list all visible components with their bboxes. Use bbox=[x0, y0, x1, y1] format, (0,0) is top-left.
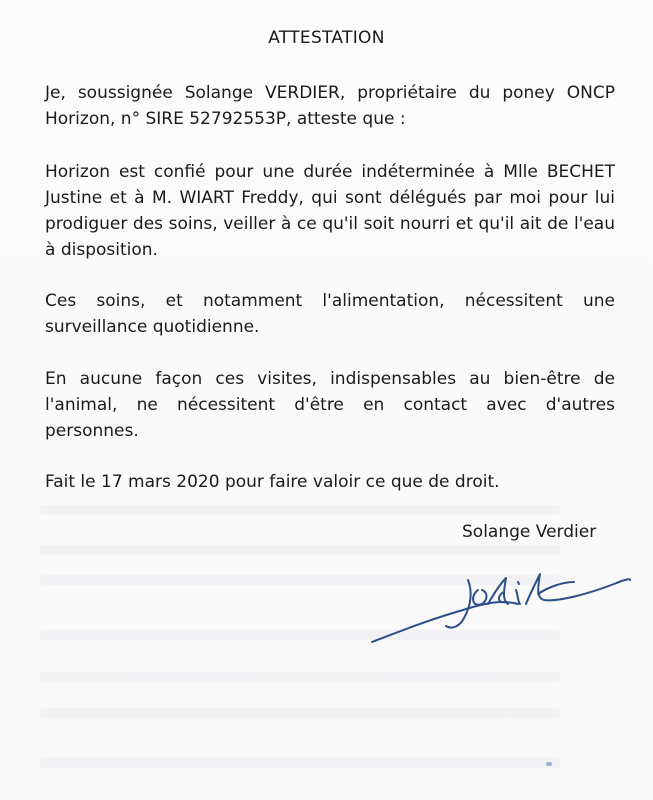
closing-paragraph: Fait le 17 mars 2020 pour faire valoir ce que de droit. bbox=[45, 472, 500, 492]
show-through-line bbox=[40, 708, 560, 718]
document-title: ATTESTATION bbox=[268, 28, 385, 48]
signer-name: Solange Verdier bbox=[462, 522, 597, 542]
show-through-line bbox=[40, 672, 560, 682]
intro-paragraph: Je, soussignée Solange VERDIER, propriétaire du poney ONCP Horizon, n° SIRE 52792553P, atteste que : bbox=[45, 83, 615, 129]
show-through-line bbox=[40, 545, 560, 555]
delegation-paragraph: Horizon est confié pour une durée indéterminée à Mlle BECHET Justine et à M. WIART Freddy, qui sont délégués par moi pour lui prodiguer des soins, veiller à ce qu'il soit nourri et qu'il ait de l'eau à disposition. bbox=[45, 162, 615, 260]
care-paragraph: Ces soins, et notamment l'alimentation, nécessitent une surveillance quotidienne. bbox=[45, 291, 615, 337]
ink-speck bbox=[546, 762, 552, 766]
show-through-line bbox=[40, 505, 560, 515]
show-through-line bbox=[40, 758, 560, 768]
handwritten-signature bbox=[368, 560, 638, 650]
visits-paragraph: En aucune façon ces visites, indispensables au bien-être de l'animal, ne nécessitent d'être en contact avec d'autres personnes. bbox=[45, 369, 615, 441]
